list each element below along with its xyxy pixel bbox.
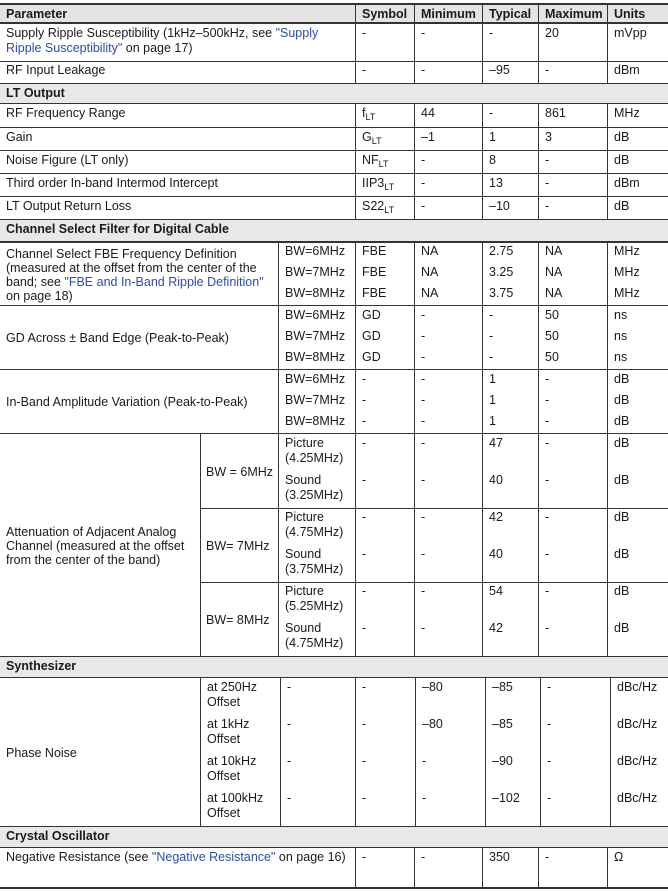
symbol-cell: - — [355, 24, 414, 61]
typ-cell: 47 — [482, 434, 538, 471]
min-cell: - — [414, 306, 482, 327]
extra-cell: - — [540, 789, 610, 826]
units-cell: dB — [607, 128, 668, 150]
bandwidth-cell: BW= 7MHz — [206, 538, 270, 553]
sym-cell: FBE — [355, 263, 414, 284]
units-cell: MHz — [607, 242, 668, 263]
symbol-cell — [355, 151, 414, 173]
symbol-cell — [355, 104, 414, 127]
section-header-channel-select — [0, 219, 668, 242]
sym-cell: - — [355, 471, 414, 508]
section-header-crystal — [0, 826, 668, 848]
table-row — [0, 391, 668, 412]
table-row — [0, 582, 668, 619]
max-cell: - — [538, 151, 607, 173]
table-row — [0, 715, 668, 752]
sym-cell: - — [355, 582, 414, 619]
min-cell: - — [414, 545, 482, 582]
table-row — [0, 434, 668, 471]
table-row — [0, 242, 668, 263]
typ-cell: - — [482, 348, 538, 369]
table-row — [0, 150, 668, 173]
units-cell: dB — [607, 471, 668, 508]
max-cell: - — [538, 412, 607, 433]
offset-label-cell: at 100kHz Offset — [200, 789, 280, 826]
sub-label-cell: Picture (5.25MHz) — [278, 582, 355, 619]
units-cell: dB — [607, 412, 668, 433]
bandwidth-cell: BW=7MHz — [278, 391, 355, 412]
typical-cell: - — [482, 24, 538, 61]
typ-cell: 3.75 — [482, 284, 538, 305]
parameter-cell — [0, 848, 355, 887]
max-cell: - — [538, 370, 607, 391]
table-row — [0, 848, 668, 887]
sym-cell: - — [355, 391, 414, 412]
max-cell: NA — [538, 263, 607, 284]
table-row — [0, 619, 668, 656]
header-maximum: Maximum — [538, 5, 607, 22]
symbol-cell — [355, 197, 414, 219]
typ-cell: 350 — [482, 848, 538, 887]
symbol-subscript: LT — [378, 159, 389, 169]
units-cell: MHz — [607, 104, 668, 127]
header-minimum: Minimum — [414, 5, 482, 22]
max-cell: 50 — [538, 306, 607, 327]
symbol-cell: - — [355, 61, 414, 83]
max-cell: - — [538, 174, 607, 196]
table-row — [0, 61, 668, 83]
bandwidth-cell: BW=7MHz — [278, 263, 355, 284]
bandwidth-cell: BW=8MHz — [278, 284, 355, 305]
typ-cell: 40 — [482, 545, 538, 582]
table-row — [0, 173, 668, 196]
sym-cell: GD — [355, 306, 414, 327]
max-cell: - — [538, 582, 607, 619]
maximum-cell: –102 — [485, 789, 540, 826]
table-row — [0, 284, 668, 305]
symbol-cell: - — [280, 678, 355, 715]
sym-cell: - — [355, 370, 414, 391]
units-cell: mVpp — [607, 24, 668, 61]
table-row — [0, 678, 668, 715]
min-cell: - — [414, 327, 482, 348]
parameter-text: Supply Ripple Susceptibility (1kHz–500kHz, see — [6, 26, 276, 40]
table-row — [0, 306, 668, 327]
min-cell: - — [414, 370, 482, 391]
parameter-text: Negative Resistance (see — [6, 850, 152, 864]
units-cell: dBc/Hz — [610, 715, 668, 752]
minimum-cell: - — [414, 24, 482, 61]
symbol-text: f — [362, 106, 366, 120]
parameter-text: GD Across ± Band Edge (Peak-to-Peak) — [6, 331, 229, 345]
typ-cell: 13 — [482, 174, 538, 196]
extra-cell: - — [540, 678, 610, 715]
units-cell: dB — [607, 508, 668, 545]
negative-resistance-link[interactable]: "Negative Resistance" — [151, 850, 276, 864]
header-typical: Typical — [482, 5, 538, 22]
symbol-text: NF — [362, 153, 379, 167]
symbol-cell — [355, 128, 414, 150]
units-cell: dBc/Hz — [610, 678, 668, 715]
bandwidth-cell: BW=6MHz — [278, 370, 355, 391]
maximum-cell: –90 — [485, 752, 540, 789]
units-cell: dB — [607, 545, 668, 582]
typ-cell: 1 — [482, 370, 538, 391]
max-cell: NA — [538, 284, 607, 305]
parameter-text: Attenuation of Adjacent Analog Channel (measured at the offset from the center of the band) — [6, 525, 185, 567]
min-cell: - — [414, 197, 482, 219]
typical-cell: –80 — [415, 715, 485, 752]
sub-label-cell: Picture (4.75MHz) — [278, 508, 355, 545]
maximum-cell: –85 — [485, 678, 540, 715]
units-cell: ns — [607, 327, 668, 348]
typ-cell: 1 — [482, 128, 538, 150]
sym-cell: - — [355, 412, 414, 433]
typ-cell: 1 — [482, 391, 538, 412]
maximum-cell: - — [538, 61, 607, 83]
symbol-cell: - — [280, 789, 355, 826]
units-cell: ns — [607, 306, 668, 327]
minimum-cell: - — [414, 61, 482, 83]
fbe-ripple-link[interactable]: "FBE and In-Band Ripple Definition" — [64, 274, 264, 289]
max-cell: NA — [538, 242, 607, 263]
typ-cell: –10 — [482, 197, 538, 219]
typ-cell: 40 — [482, 471, 538, 508]
min-cell: - — [414, 434, 482, 471]
units-cell: dB — [607, 370, 668, 391]
sub-label-cell: Sound (3.25MHz) — [278, 471, 355, 508]
max-cell: 50 — [538, 327, 607, 348]
typ-cell: 2.75 — [482, 242, 538, 263]
units-cell: MHz — [607, 263, 668, 284]
table-row — [0, 327, 668, 348]
units-cell: dB — [607, 151, 668, 173]
min-cell: NA — [414, 242, 482, 263]
parameter-cell — [0, 24, 355, 61]
symbol-subscript: LT — [384, 182, 395, 192]
table-row — [0, 348, 668, 369]
units-cell: dBc/Hz — [610, 752, 668, 789]
parameter-cell: Noise Figure (LT only) — [6, 153, 129, 167]
header-symbol: Symbol — [355, 5, 414, 22]
minimum-cell: - — [355, 715, 415, 752]
minimum-cell: - — [355, 752, 415, 789]
min-cell: - — [414, 391, 482, 412]
header-parameter: Parameter — [6, 7, 68, 21]
bandwidth-cell: BW = 6MHz — [206, 464, 274, 479]
typ-cell: - — [482, 104, 538, 127]
min-cell: - — [414, 619, 482, 656]
symbol-subscript: LT — [365, 112, 376, 122]
max-cell: - — [538, 508, 607, 545]
typ-cell: 3.25 — [482, 263, 538, 284]
typ-cell: 42 — [482, 619, 538, 656]
section-title: Crystal Oscillator — [6, 829, 110, 843]
header-units: Units — [607, 5, 668, 22]
parameter-text: Channel Select FBE Frequency Definition (measured at the offset from the center of the band; see — [6, 246, 257, 289]
table-row — [0, 508, 668, 545]
maximum-cell: 20 — [538, 24, 607, 61]
parameter-cell: RF Input Leakage — [6, 63, 106, 77]
min-cell: - — [414, 508, 482, 545]
units-cell: dBm — [607, 174, 668, 196]
max-cell: - — [538, 434, 607, 471]
typical-cell: - — [415, 789, 485, 826]
units-cell: ns — [607, 348, 668, 369]
symbol-cell: - — [355, 848, 414, 887]
symbol-subscript: LT — [371, 136, 382, 146]
typ-cell: 8 — [482, 151, 538, 173]
typ-cell: 54 — [482, 582, 538, 619]
min-cell: NA — [414, 263, 482, 284]
typical-cell: –95 — [482, 61, 538, 83]
table-row — [0, 24, 668, 61]
bandwidth-cell: BW= 8MHz — [206, 612, 270, 627]
symbol-text: S22 — [362, 199, 385, 213]
offset-label-cell: at 1kHz Offset — [200, 715, 280, 752]
max-cell: 861 — [538, 104, 607, 127]
symbol-cell — [355, 174, 414, 196]
min-cell: - — [414, 582, 482, 619]
sub-label-cell: Sound (3.75MHz) — [278, 545, 355, 582]
symbol-cell: - — [280, 752, 355, 789]
bandwidth-cell: BW=6MHz — [278, 242, 355, 263]
max-cell: - — [538, 197, 607, 219]
supply-ripple-link[interactable]: "Supply Ripple Susceptibility" — [6, 26, 319, 55]
sym-cell: - — [355, 619, 414, 656]
parameter-text: on page 18) — [6, 288, 73, 303]
max-cell: - — [538, 619, 607, 656]
min-cell: 44 — [414, 104, 482, 127]
parameter-text: In-Band Amplitude Variation (Peak-to-Peak) — [6, 395, 248, 409]
min-cell: - — [414, 412, 482, 433]
parameter-cell: LT Output Return Loss — [6, 199, 132, 213]
units-cell: dB — [607, 434, 668, 471]
max-cell: - — [538, 471, 607, 508]
sym-cell: - — [355, 434, 414, 471]
extra-cell: - — [540, 752, 610, 789]
sym-cell: FBE — [355, 284, 414, 305]
table-row — [0, 263, 668, 284]
section-title: LT Output — [6, 86, 65, 100]
table-row — [0, 789, 668, 826]
symbol-text: G — [362, 130, 372, 144]
table-row — [0, 104, 668, 127]
units-cell: dB — [607, 197, 668, 219]
table-row — [0, 412, 668, 433]
sub-label-cell: Sound (4.75MHz) — [278, 619, 355, 656]
bandwidth-cell: BW=7MHz — [278, 327, 355, 348]
section-header-lt-output — [0, 83, 668, 104]
sym-cell: - — [355, 545, 414, 582]
units-cell: MHz — [607, 284, 668, 305]
minimum-cell: - — [355, 789, 415, 826]
section-header-synthesizer — [0, 656, 668, 678]
max-cell: - — [538, 848, 607, 887]
offset-label-cell: at 250Hz Offset — [200, 678, 280, 715]
max-cell: 3 — [538, 128, 607, 150]
min-cell: - — [414, 848, 482, 887]
typ-cell: - — [482, 306, 538, 327]
symbol-text: IIP3 — [362, 176, 385, 190]
typ-cell: 42 — [482, 508, 538, 545]
parameter-cell: Gain — [6, 130, 33, 144]
min-cell: - — [414, 174, 482, 196]
units-cell: dB — [607, 582, 668, 619]
bandwidth-cell: BW=8MHz — [278, 412, 355, 433]
units-cell: dB — [607, 619, 668, 656]
parameter-cell: RF Frequency Range — [6, 106, 126, 120]
parameter-text: on page 17) — [122, 41, 193, 55]
bandwidth-cell: BW=6MHz — [278, 306, 355, 327]
units-cell: Ω — [607, 848, 668, 887]
min-cell: - — [414, 348, 482, 369]
max-cell: 50 — [538, 348, 607, 369]
sym-cell: FBE — [355, 242, 414, 263]
symbol-cell: - — [280, 715, 355, 752]
parameter-cell: Third order In-band Intermod Intercept — [6, 176, 218, 190]
bandwidth-cell: BW=8MHz — [278, 348, 355, 369]
sub-label-cell: Picture (4.25MHz) — [278, 434, 355, 471]
units-cell: dB — [607, 391, 668, 412]
table-row — [0, 370, 668, 391]
sym-cell: - — [355, 508, 414, 545]
max-cell: - — [538, 545, 607, 582]
offset-label-cell: at 10kHz Offset — [200, 752, 280, 789]
symbol-subscript: LT — [384, 205, 395, 215]
table-row — [0, 127, 668, 150]
typ-cell: 1 — [482, 412, 538, 433]
units-cell: dBc/Hz — [610, 789, 668, 826]
min-cell: NA — [414, 284, 482, 305]
table-header — [0, 3, 668, 24]
minimum-cell: - — [355, 678, 415, 715]
typical-cell: - — [415, 752, 485, 789]
min-cell: - — [414, 151, 482, 173]
min-cell: –1 — [414, 128, 482, 150]
extra-cell: - — [540, 715, 610, 752]
section-title: Synthesizer — [6, 659, 77, 673]
parameter-text: on page 16) — [275, 850, 346, 864]
units-cell: dBm — [607, 61, 668, 83]
parameter-cell: Phase Noise — [6, 745, 77, 760]
min-cell: - — [414, 471, 482, 508]
maximum-cell: –85 — [485, 715, 540, 752]
typical-cell: –80 — [415, 678, 485, 715]
table-row — [0, 752, 668, 789]
table-row — [0, 196, 668, 219]
table-row — [0, 471, 668, 508]
section-title: Channel Select Filter for Digital Cable — [6, 222, 229, 236]
typ-cell: - — [482, 327, 538, 348]
sym-cell: GD — [355, 348, 414, 369]
table-bottom-border — [0, 887, 668, 889]
max-cell: - — [538, 391, 607, 412]
sym-cell: GD — [355, 327, 414, 348]
table-row — [0, 545, 668, 582]
